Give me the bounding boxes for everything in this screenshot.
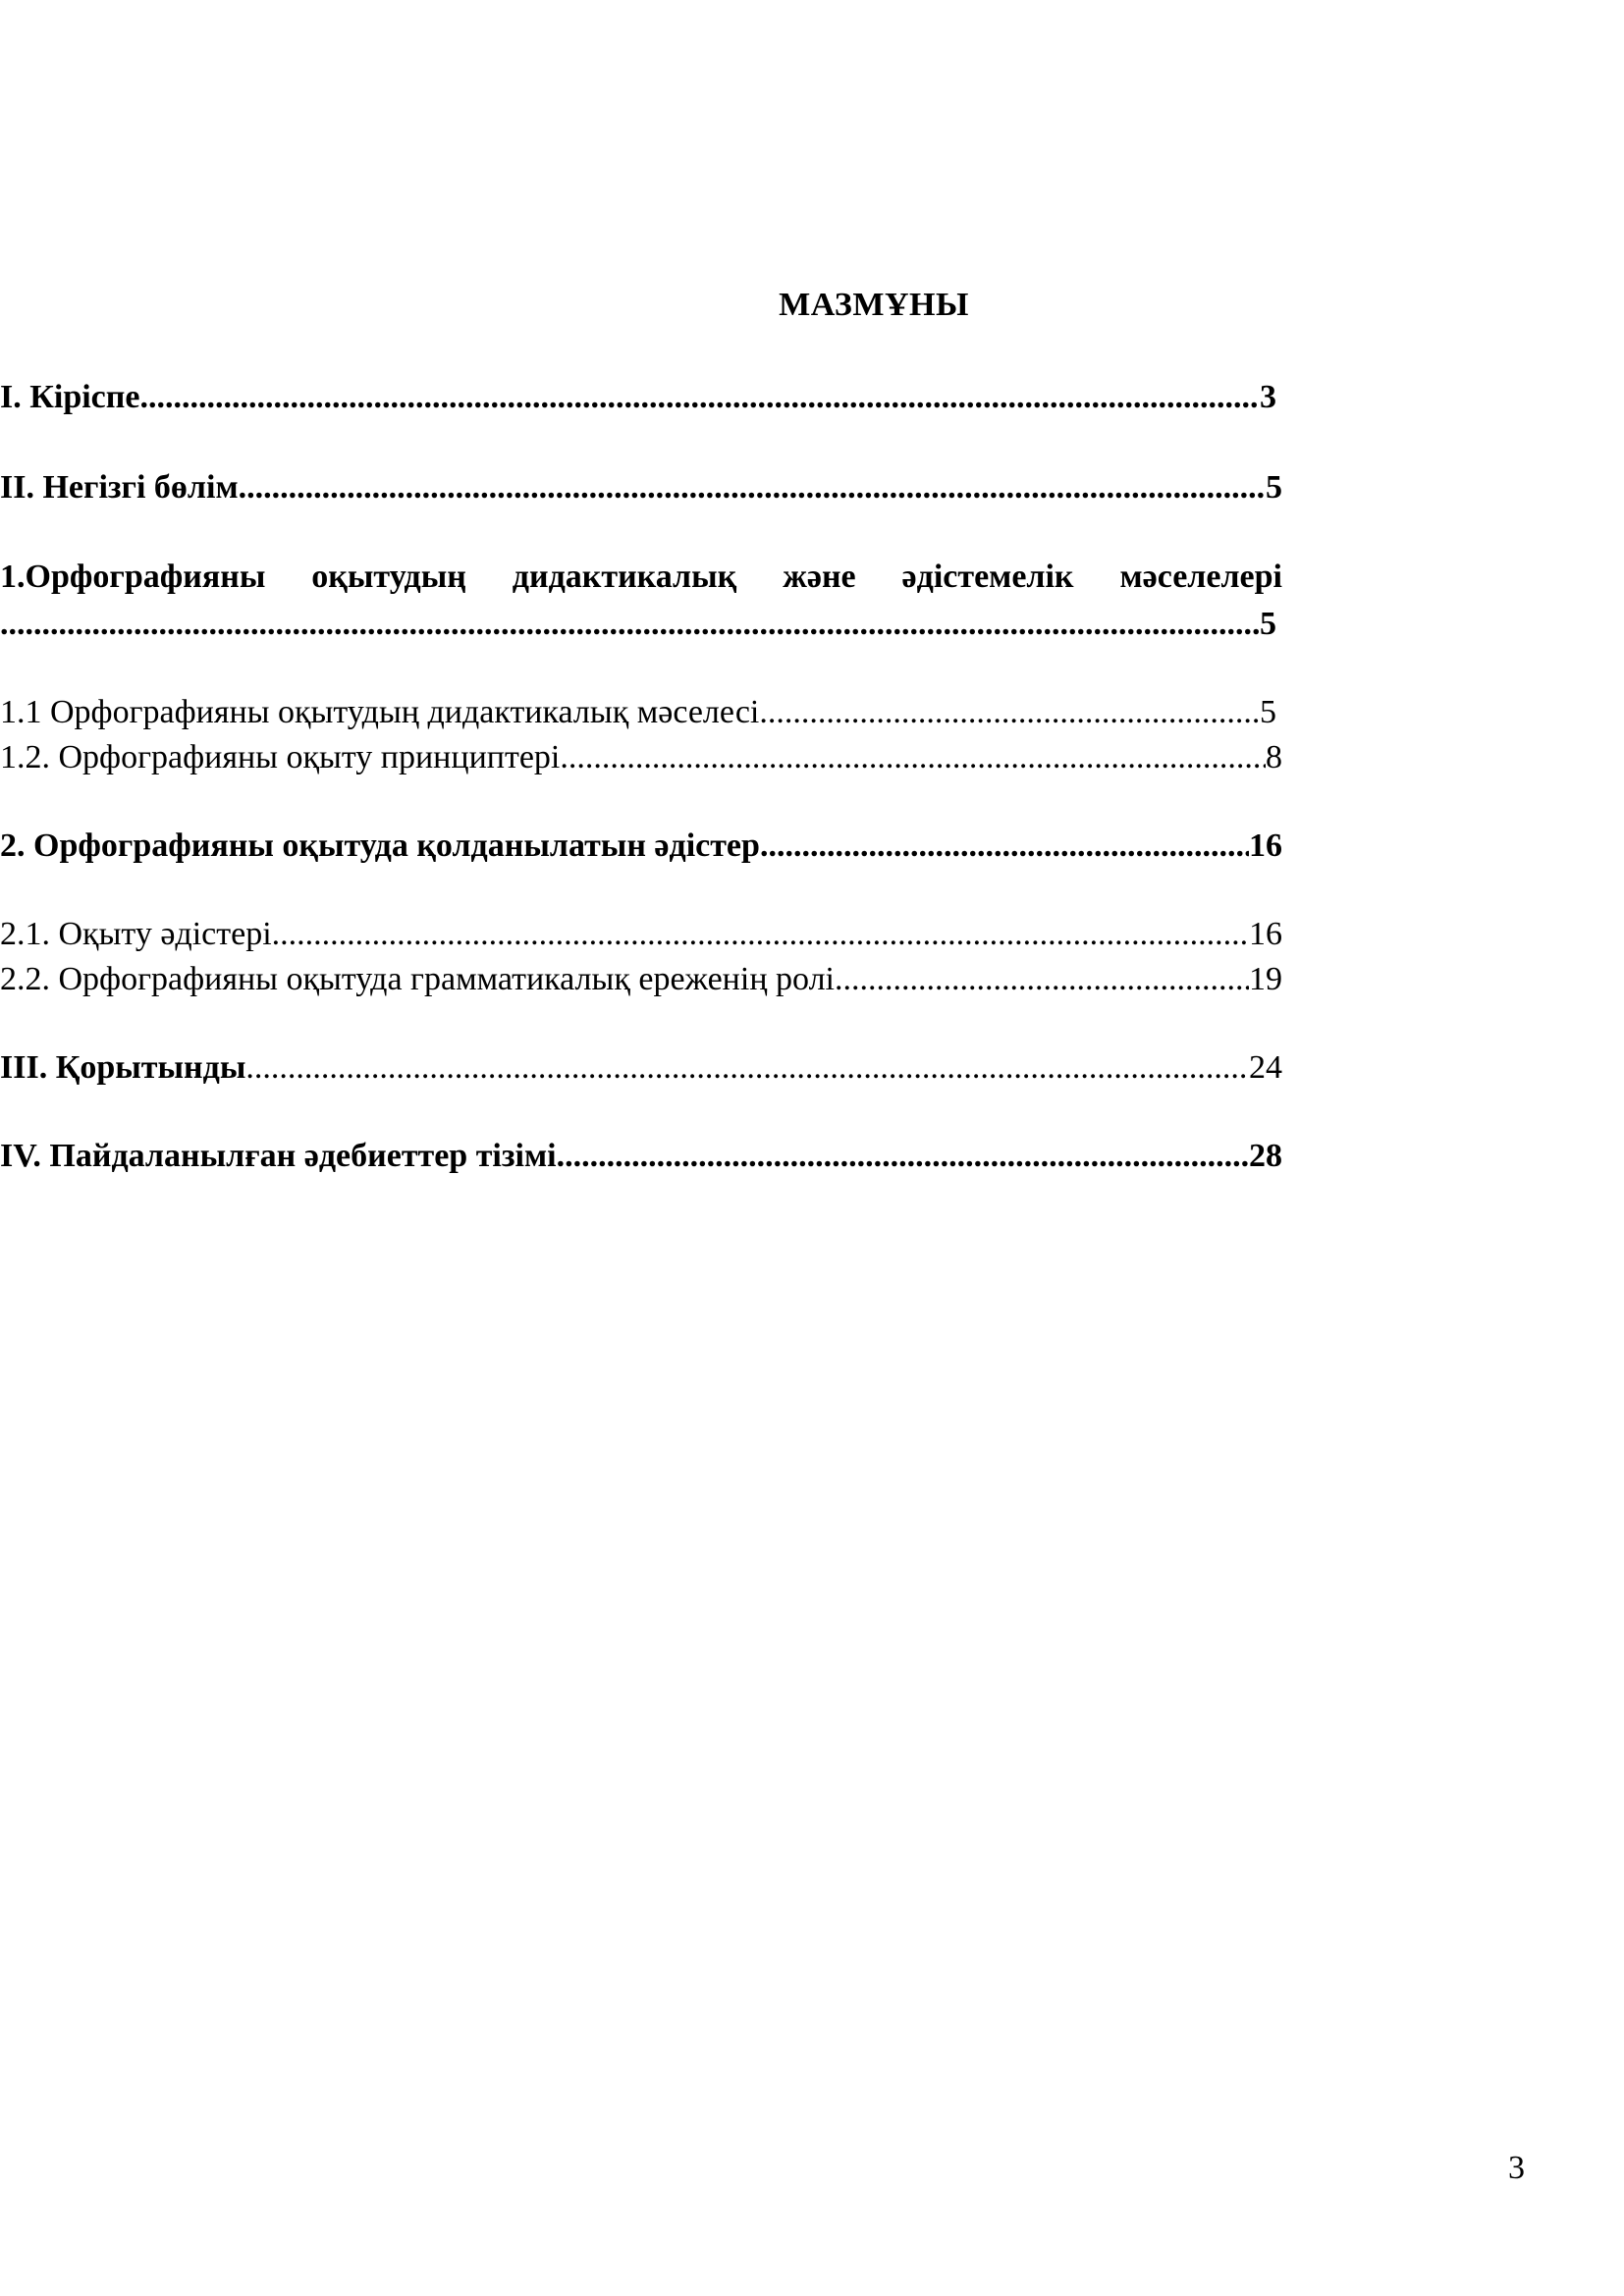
toc-entry-page: 5 xyxy=(1260,606,1276,642)
toc-entry-main-part[interactable] xyxy=(0,466,1282,509)
toc-title: МАЗМҰНЫ xyxy=(779,287,969,323)
toc-leader xyxy=(759,691,1260,734)
toc-entry-chapter-1[interactable] xyxy=(0,556,1282,599)
toc-leader xyxy=(246,466,1266,509)
toc-entry-label: 1.Орфографияны оқытудың дидактикалық және әдістемелік мәселелері xyxy=(0,559,1282,595)
toc-entry-page: 8 xyxy=(1266,739,1282,775)
toc-entry-label: I. Кіріспе xyxy=(0,379,140,415)
toc-entry-conclusion[interactable] xyxy=(0,1046,1282,1090)
toc-entry-section-1-1[interactable] xyxy=(0,691,1276,734)
toc-entry-page: 3 xyxy=(1260,379,1276,415)
toc-entry-label: III. Қорытынды xyxy=(0,1049,246,1086)
toc-entry-label: 2. Орфографияны оқытуда қолданылатын әдістер xyxy=(0,828,760,864)
toc-entry-label: II. Негізгі бөлім. xyxy=(0,469,247,506)
toc-entry-page: 28 xyxy=(1249,1138,1282,1174)
toc-entry-label: 1.2. Орфографияны оқыту принциптері xyxy=(0,739,561,775)
toc-entry-page: 5 xyxy=(1260,694,1276,730)
toc-leader xyxy=(835,958,1249,1001)
toc-entry-label: IV. Пайдаланылған әдебиеттер тізімі xyxy=(0,1138,557,1174)
toc-leader xyxy=(557,1135,1249,1178)
toc-entry-label: 2.1. Оқыту әдістері xyxy=(0,916,272,952)
toc-entry-section-2-1[interactable] xyxy=(0,913,1282,956)
toc-leader xyxy=(139,376,1260,419)
toc-entry-page: 16 xyxy=(1249,828,1282,864)
toc-leader xyxy=(245,1046,1249,1090)
toc-entry-page: 19 xyxy=(1249,961,1282,997)
toc-entry-label: 2.2. Орфографияны оқытуда грамматикалық ереженің ролі xyxy=(0,961,835,997)
toc-entry-introduction[interactable] xyxy=(0,376,1276,419)
toc-leader xyxy=(272,913,1249,956)
page-number: 3 xyxy=(1508,2150,1525,2186)
toc-leader xyxy=(760,825,1249,868)
toc-entry-chapter-2[interactable] xyxy=(0,825,1282,868)
toc-entry-page: 5 xyxy=(1266,469,1282,506)
toc-entry-section-2-2[interactable] xyxy=(0,958,1282,1001)
toc-leader xyxy=(560,736,1266,779)
toc-entry-label: 1.1 Орфографияны оқытудың дидактикалық мәселесі xyxy=(0,694,760,730)
toc-entry-section-1-2[interactable] xyxy=(0,736,1282,779)
toc-leader xyxy=(0,603,1260,646)
toc-entry-chapter-1-leader-line[interactable] xyxy=(0,603,1276,646)
toc-entry-references[interactable] xyxy=(0,1135,1282,1178)
toc-entry-page: 16 xyxy=(1249,916,1282,952)
toc-entry-page: 24 xyxy=(1249,1049,1282,1086)
